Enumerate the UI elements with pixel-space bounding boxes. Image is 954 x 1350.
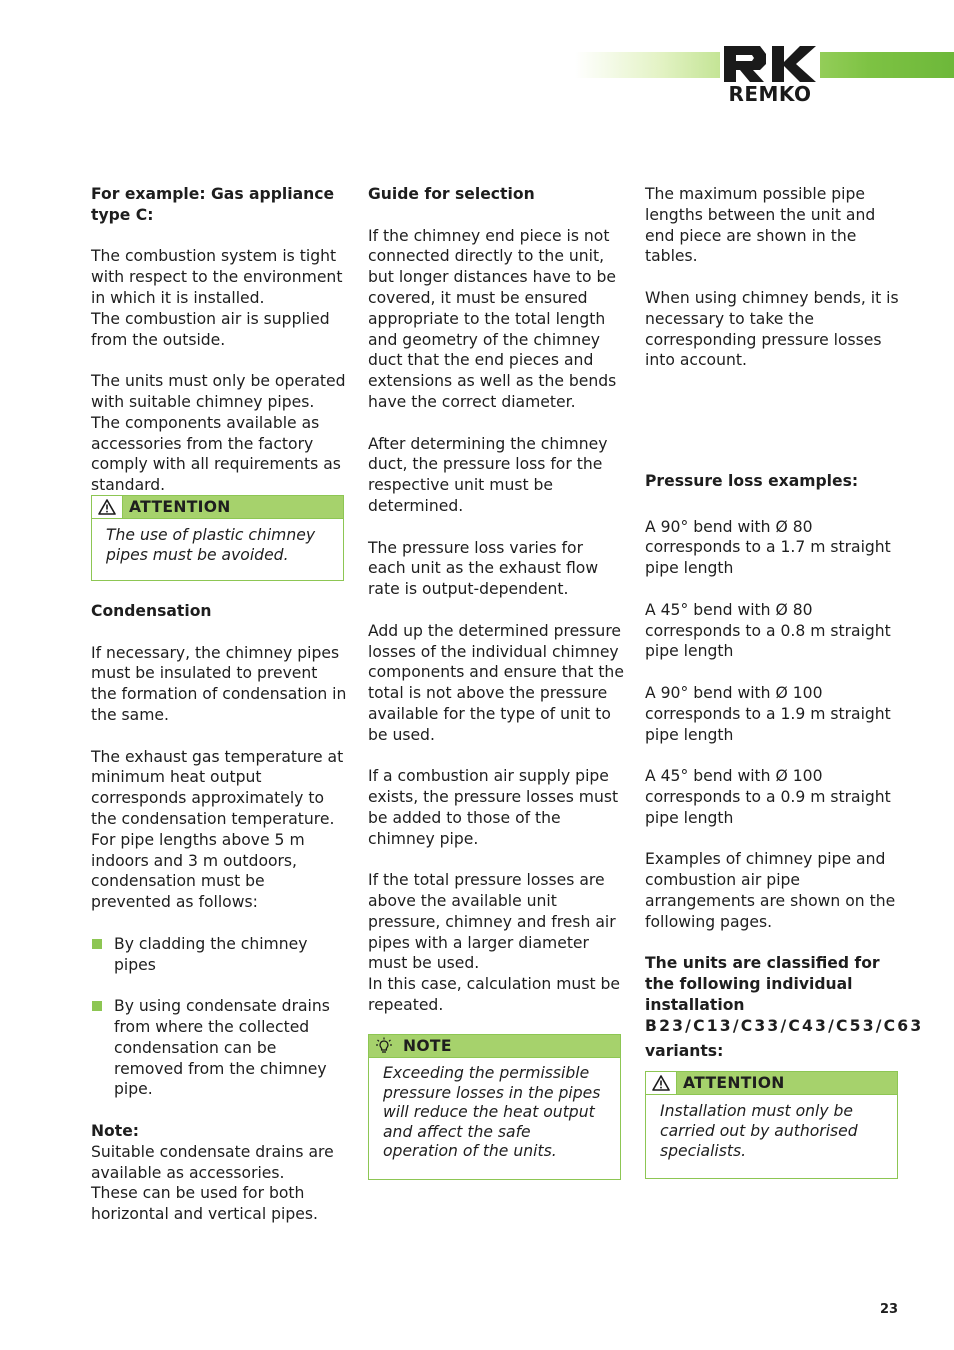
warning-icon	[92, 496, 123, 518]
paragraph: For pipe lengths above 5 m indoors and 3 m outdoors, condensation must be prevented as follows:	[91, 830, 305, 912]
paragraph: The exhaust gas temperature at minimum heat output corresponds approximately to the condensation temperature.	[91, 747, 344, 828]
pressure-loss-example: A 45° bend with Ø 100 corresponds to a 0.9 m straight pipe length	[645, 767, 891, 827]
classification-text: The units are classified for the following individual installation	[645, 954, 880, 1014]
paragraph: If the chimney end piece is not connected directly to the unit, but longer distances have to be covered, it must be ensured appropriate to the total length and geometry of the chimney duct that the end pieces and extensions as well as the bends have the correct diameter.	[368, 226, 617, 411]
paragraph: In this case, calculation must be repeated.	[368, 975, 621, 1015]
logo-wordmark: REMKO	[728, 82, 812, 106]
paragraph: Suitable condensate drains are available as accessories.	[91, 1142, 334, 1182]
lightbulb-icon	[369, 1035, 399, 1057]
attention-header	[646, 1072, 897, 1095]
paragraph: Examples of chimney pipe and combustion air pipe arrangements are shown on the following pages.	[645, 850, 896, 931]
note-heading: Note:	[91, 1121, 140, 1140]
paragraph: The units must only be operated with suitable chimney pipes.	[91, 372, 346, 411]
paragraph: Add up the determined pressure losses of the individual chimney components and ensure that the total is not above the pressure available for the type of unit to be used.	[368, 621, 624, 744]
bullet-square-icon	[92, 939, 102, 949]
attention-label: ATTENTION	[129, 497, 231, 516]
note-box	[368, 1034, 621, 1180]
pressure-loss-example: A 90° bend with Ø 100 corresponds to a 1.9 m straight pipe length	[645, 683, 891, 744]
section-heading: Pressure loss examples:	[645, 472, 859, 490]
paragraph: When using chimney bends, it is necessary to take the corresponding pressure losses into account.	[645, 288, 899, 370]
paragraph: If the total pressure losses are above the available unit pressure, chimney and fresh air pipes with a larger diameter must be used.	[368, 871, 616, 973]
column-1-lower	[91, 601, 347, 1225]
page-number: 23	[880, 1302, 899, 1317]
paragraph: If a combustion air supply pipe exists, the pressure losses must be added to those of the chimney pipe.	[368, 767, 619, 848]
attention-header	[92, 496, 343, 519]
pressure-loss-example: A 90° bend with Ø 80 corresponds to a 1.7 m straight pipe length	[645, 517, 891, 578]
section-heading: Guide for selection	[368, 185, 535, 203]
attention-label: ATTENTION	[683, 1073, 785, 1092]
paragraph: The components available as accessories from the factory comply with all requirements as standard.	[91, 413, 341, 495]
installation-codes: B23/C13/C33/C43/C53/C63	[645, 1016, 924, 1035]
bullet-square-icon	[92, 1001, 102, 1011]
attention-box-2	[645, 1071, 898, 1179]
attention-text: The use of plastic chimney pipes must be avoided.	[106, 526, 316, 564]
variants-label: variants:	[645, 1041, 724, 1060]
column-1	[91, 184, 347, 496]
remko-logo	[720, 42, 820, 106]
note-label: NOTE	[403, 1036, 452, 1055]
paragraph: The maximum possible pipe lengths between the unit and end piece are shown in the tables.	[645, 185, 876, 266]
column-3-lower	[645, 471, 924, 1061]
list-item: By cladding the chimney pipes	[91, 934, 347, 976]
attention-box	[91, 495, 344, 581]
note-text: Exceeding the permissible pressure losses in the pipes will reduce the heat output and affect the safe operation of the units.	[383, 1064, 601, 1160]
note-header	[369, 1035, 620, 1058]
paragraph: The combustion air is supplied from the outside.	[91, 309, 330, 349]
paragraph: The combustion system is tight with respect to the environment in which it is installed.	[91, 247, 343, 307]
list-item: By using condensate drains from where the collected condensation can be removed from the chimney pipe.	[91, 996, 347, 1100]
remko-logo-mark	[720, 42, 820, 84]
attention-text: Installation must only be carried out by authorised specialists.	[660, 1102, 858, 1160]
pressure-loss-example: A 45° bend with Ø 80 corresponds to a 0.8 m straight pipe length	[645, 600, 891, 661]
paragraph: These can be used for both horizontal and vertical pipes.	[91, 1184, 318, 1224]
section-heading: Condensation	[91, 602, 212, 620]
warning-icon	[646, 1072, 677, 1094]
column-2	[368, 184, 624, 1016]
paragraph: If necessary, the chimney pipes must be insulated to prevent the formation of condensation in the same.	[91, 643, 347, 724]
paragraph: The pressure loss varies for each unit as the exhaust flow rate is output-dependent.	[368, 538, 599, 599]
column-3	[645, 184, 901, 371]
section-heading: For example: Gas appliance type C:	[91, 185, 335, 224]
paragraph: After determining the chimney duct, the pressure loss for the respective unit must be determined.	[368, 434, 608, 515]
